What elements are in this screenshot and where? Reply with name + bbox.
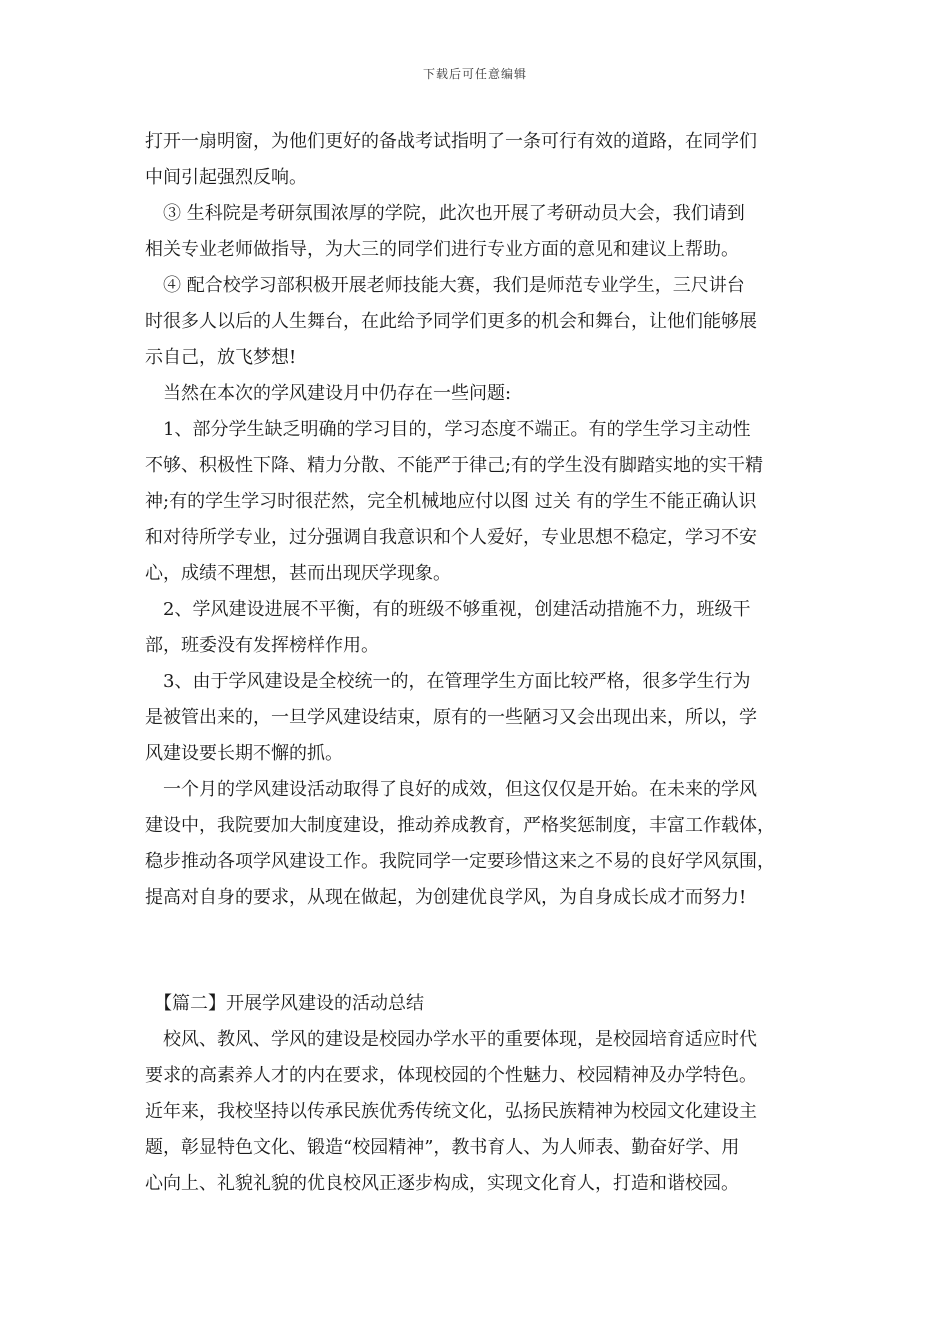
text-line: 中间引起强烈反响。 <box>145 167 307 188</box>
text-line: 要求的高素养人才的内在要求，体现校园的个性魅力、校园精神及办学特色。 <box>145 1065 757 1086</box>
text-line: 心，成绩不理想，甚而出现厌学现象。 <box>145 563 451 584</box>
text-line: 和对待所学专业，过分强调自我意识和个人爱好，专业思想不稳定，学习不安 <box>145 527 757 548</box>
text-line: 部，班委没有发挥榜样作用。 <box>145 635 379 656</box>
text-line: 心向上、礼貌礼貌的优良校风正逐步构成，实现文化育人，打造和谐校园。 <box>145 1173 739 1194</box>
text-line: 题，彰显特色文化、锻造“校园精神”，教书育人、为人师表、勤奋好学、用 <box>145 1137 740 1158</box>
text-line: ③ 生科院是考研氛围浓厚的学院，此次也开展了考研动员大会，我们请到 <box>145 203 745 224</box>
text-line: 是被管出来的，一旦学风建设结束，原有的一些陋习又会出现出来，所以，学 <box>145 707 757 728</box>
text-line: 校风、教风、学风的建设是校园办学水平的重要体现，是校园培育适应时代 <box>145 1029 757 1050</box>
section-spacer <box>145 916 810 986</box>
text-line: 示自己，放飞梦想! <box>145 347 297 368</box>
text-line: 时很多人以后的人生舞台，在此给予同学们更多的机会和舞台，让他们能够展 <box>145 311 757 332</box>
text-line: 神;有的学生学习时很茫然，完全机械地应付以图 过关 有的学生不能正确认识 <box>145 491 757 512</box>
document-body <box>145 124 810 1202</box>
text-line: 相关专业老师做指导，为大三的同学们进行专业方面的意见和建议上帮助。 <box>145 239 739 260</box>
text-line: 提高对自身的要求，从现在做起，为创建优良学风，为自身成长成才而努力! <box>145 887 747 908</box>
text-line: 打开一扇明窗，为他们更好的备战考试指明了一条可行有效的道路，在同学们 <box>145 131 757 152</box>
text-line: 建设中，我院要加大制度建设，推动养成教育，严格奖惩制度，丰富工作载体， <box>145 815 775 836</box>
text-line: 2、学风建设进展不平衡，有的班级不够重视，创建活动措施不力，班级干 <box>145 599 751 620</box>
text-line: 一个月的学风建设活动取得了良好的成效，但这仅仅是开始。在未来的学风 <box>145 779 757 800</box>
text-line: 近年来，我校坚持以传承民族优秀传统文化，弘扬民族精神为校园文化建设主 <box>145 1101 757 1122</box>
text-line: 风建设要长期不懈的抓。 <box>145 743 343 764</box>
text-line: 3、由于学风建设是全校统一的，在管理学生方面比较严格，很多学生行为 <box>145 671 751 692</box>
text-line: 当然在本次的学风建设月中仍存在一些问题: <box>145 383 512 404</box>
page-header: 下载后可任意编辑 <box>422 67 527 81</box>
text-line: 1、部分学生缺乏明确的学习目的，学习态度不端正。有的学生学习主动性 <box>145 419 751 440</box>
text-line: 稳步推动各项学风建设工作。我院同学一定要珍惜这来之不易的良好学风氛围， <box>145 851 775 872</box>
text-line: 不够、积极性下降、精力分散、不能严于律己;有的学生没有脚踏实地的实干精 <box>145 455 764 476</box>
text-line: ④ 配合校学习部积极开展老师技能大赛，我们是师范专业学生，三尺讲台 <box>145 275 745 296</box>
section-title: 【篇二】开展学风建设的活动总结 <box>145 993 424 1014</box>
